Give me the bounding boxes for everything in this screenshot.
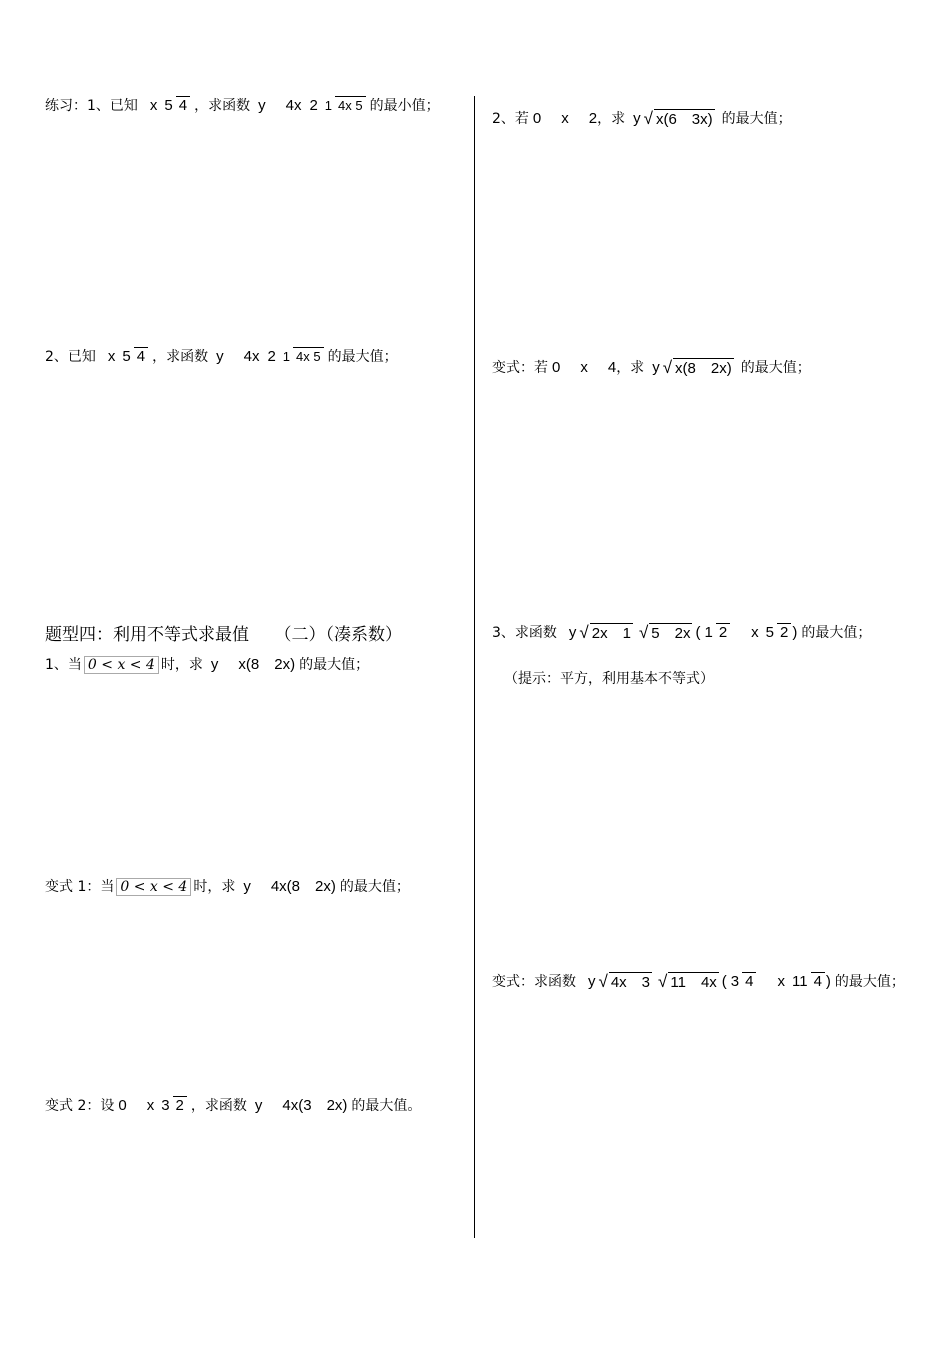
fraction: 3 2	[158, 1096, 187, 1116]
problem-text: 时，求	[193, 879, 236, 895]
zero: 0	[532, 109, 542, 127]
left-problem-4	[45, 877, 410, 897]
right-problem-2	[492, 356, 811, 379]
var-x: x	[751, 623, 759, 641]
problem-text: 1、当	[45, 657, 82, 673]
square-root: √ 2x 1	[579, 623, 631, 642]
var-x: x	[149, 97, 158, 114]
problem-text: 3、求函数	[492, 624, 557, 641]
problem-text: 时，求	[160, 657, 203, 673]
right-problem-1	[492, 107, 792, 130]
left-problem-1	[45, 96, 440, 116]
number: 4	[607, 358, 617, 376]
var-y: y	[254, 1097, 263, 1114]
problem-text: 练习：1、已知	[45, 98, 138, 114]
problem-text: 的最小值；	[369, 98, 440, 114]
var-y: y	[588, 972, 596, 990]
inequality-image: 0 < x < 4	[84, 656, 159, 674]
problem-text: 变式 2：设	[45, 1098, 115, 1114]
term: 4x	[243, 348, 260, 365]
fraction: 5 4	[119, 347, 148, 367]
problem-text: 的最大值。	[351, 1098, 422, 1114]
problem-text: 2、已知	[45, 349, 96, 365]
var-x: x	[561, 109, 569, 127]
square-root: √ 11 4x	[658, 972, 717, 991]
term: 2	[309, 97, 318, 114]
var-y: y	[258, 97, 266, 114]
number: 2	[588, 109, 598, 127]
problem-text: 的最大值；	[801, 624, 872, 641]
var-y: y	[243, 878, 251, 895]
problem-text: ，求函数	[194, 98, 251, 114]
fraction: 1 2	[701, 623, 730, 643]
problem-text: 的最大值；	[740, 359, 811, 376]
section-heading: 题型四：利用不等式求最值 （二）（凑系数）	[45, 625, 402, 645]
fraction: 1 4x 5	[322, 96, 366, 116]
var-x: x	[107, 348, 116, 365]
square-root: √ x(6 3x)	[643, 109, 713, 128]
problem-text: 变式：若	[492, 359, 548, 376]
var-y: y	[652, 358, 660, 376]
right-problem-4: 变式：求函数 y √ 4x 3 √ 11 4x ( 3 4 x 11 4 ) 的最大值；	[492, 972, 905, 991]
square-root: √ 5 2x	[638, 623, 691, 642]
fraction: 5 4	[161, 96, 190, 116]
fraction: 11 4	[789, 972, 825, 992]
problem-text: ，求	[597, 110, 626, 127]
var-y: y	[568, 623, 577, 641]
square-root: √ x(8 2x)	[662, 358, 732, 377]
problem-text: ，求	[616, 359, 645, 376]
fraction: 1 4x 5	[280, 347, 324, 367]
zero: 0	[552, 358, 561, 376]
inequality-image: 0 < x < 4	[116, 878, 191, 896]
problem-text: 的最大值；	[299, 657, 370, 673]
zero: 0	[118, 1097, 127, 1114]
hint-text: （提示：平方，利用基本不等式）	[504, 671, 714, 687]
var-x: x	[580, 358, 588, 376]
problem-text: 的最大值；	[834, 973, 905, 990]
problem-text: 变式 1：当	[45, 879, 115, 895]
left-problem-2	[45, 347, 398, 367]
problem-text: ，求函数	[152, 349, 209, 365]
problem-text: 2、若	[492, 110, 529, 127]
var-y: y	[216, 348, 224, 365]
square-root: √ 4x 3	[598, 972, 651, 991]
var-y: y	[210, 656, 219, 673]
term: 2	[267, 348, 276, 365]
var-x: x	[777, 972, 785, 990]
problem-text: 变式：求函数	[492, 973, 576, 990]
fraction: 3 4	[728, 972, 757, 992]
left-problem-5	[45, 1096, 421, 1116]
problem-text: ，求函数	[190, 1098, 247, 1114]
column-divider	[474, 96, 475, 1238]
var-x: x	[146, 1097, 155, 1114]
fraction: 5 2	[763, 623, 792, 643]
expression: 4x(3 2x)	[282, 1097, 348, 1114]
problem-text: 的最大值；	[339, 879, 410, 895]
left-problem-3	[45, 655, 369, 675]
right-problem-3: 3、求函数 y √ 2x 1 √ 5 2x ( 1 2 x 5 2 ) 的最大值；	[492, 623, 872, 642]
var-y: y	[633, 109, 641, 127]
expression: 4x(8 2x)	[270, 878, 336, 895]
problem-text: 的最大值；	[327, 349, 398, 365]
problem-text: 的最大值；	[721, 110, 792, 127]
expression: x(8 2x)	[238, 656, 296, 673]
term: 4x	[285, 97, 302, 114]
